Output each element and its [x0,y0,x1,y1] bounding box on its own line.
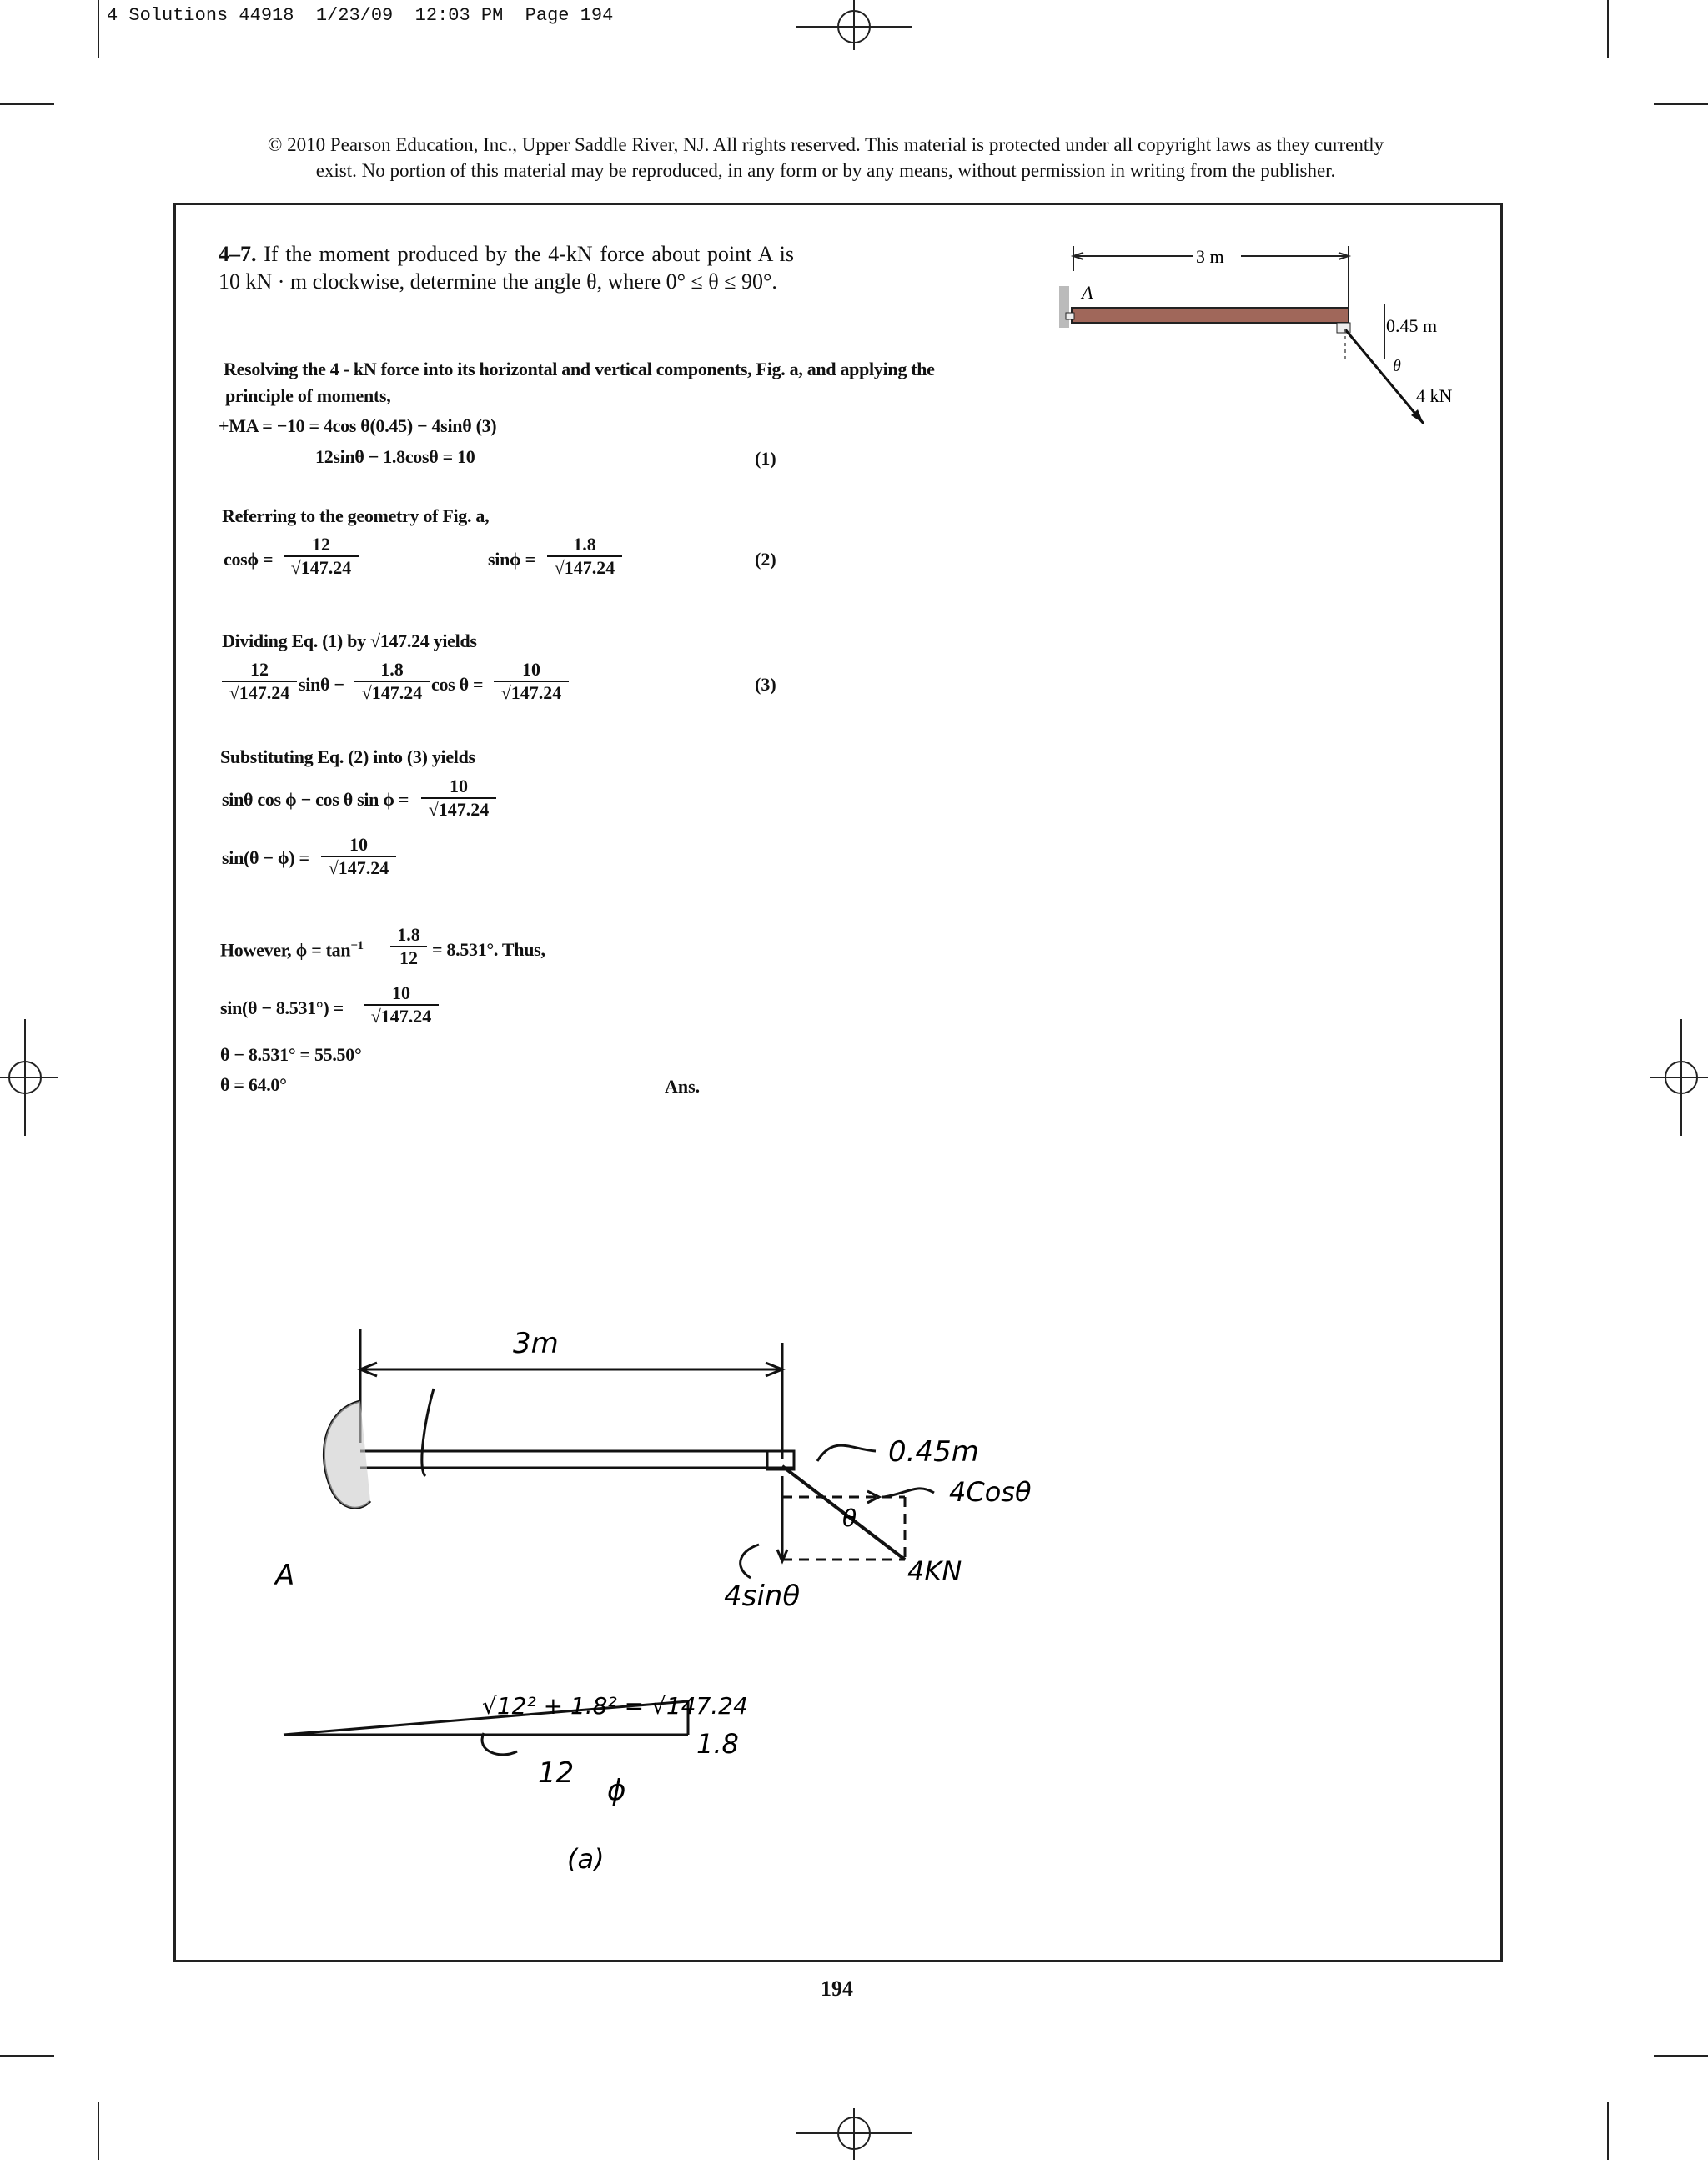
eq4-denominator: √147.24 [428,799,490,820]
however-text [220,939,364,961]
eq3-cos-term: cos θ = [431,674,484,695]
sketch-horizontal-component: 4Cosθ [949,1476,1032,1508]
solution-intro-2: principle of moments, [225,385,391,406]
sin-phi-denominator: √147.24 [554,557,615,578]
cos-phi-lhs: cosϕ = [224,549,274,570]
however-numerator: 1.8 [390,924,427,947]
however-superscript: −1 [350,939,364,952]
eq6-numerator: 10 [364,982,439,1006]
however-denominator: 12 [399,947,418,968]
sketch-point-label: A [275,1559,295,1592]
eq5-fraction [321,834,396,879]
eq3-fraction-b [354,659,430,704]
problem-text: If the moment produced by the 4-kN force about point A is 10 kN · m clockwise, determine the angle θ, where 0° ≤ θ ≤ 90°. [219,242,794,294]
eq3-numerator-a: 12 [222,659,297,682]
sketch-side-b-label: 1.8 [696,1728,739,1760]
solution-intro-1: Resolving the 4 - kN force into its horizontal and vertical components, Fig. a, and applying the [224,359,935,379]
copyright-line-1: © 2010 Pearson Education, Inc., Upper Saddle River, NJ. All rights reserved. This material is protected under all copyright laws as they currently [267,134,1384,155]
eq5-denominator: √147.24 [328,857,389,878]
problem-number: 4–7. [219,242,257,266]
substitution-intro: Substituting Eq. (2) into (3) yields [220,746,475,767]
problem-figure [1051,238,1468,429]
eq3-denominator-c: √147.24 [500,682,562,703]
eq3-numerator-b: 1.8 [354,659,430,682]
however-fraction [390,924,427,969]
eq6-denominator: √147.24 [370,1006,432,1027]
eq3-denominator-a: √147.24 [229,682,290,703]
equation-1: 12sinθ − 1.8cosθ = 10 [315,446,475,467]
eq4-fraction [421,776,496,821]
eq4-numerator: 10 [421,776,496,799]
sketch-figure-label: (a) [567,1843,605,1875]
sketch-vertical-component: 4sinθ [724,1580,801,1613]
eq5-lhs: sin(θ − ϕ) = [222,847,309,868]
however-phi: However, ϕ = tan [220,939,351,961]
moment-equation: +MA = −10 = 4cos θ(0.45) − 4sinθ (3) [219,415,497,436]
cos-phi-numerator: 12 [284,534,359,557]
eq3-sin-term: sinθ − [299,674,344,695]
eq6-lhs: sin(θ − 8.531°) = [220,997,344,1018]
sketch-angle-label: θ [842,1504,857,1532]
eq3-numerator-c: 10 [494,659,569,682]
sin-phi-lhs: sinϕ = [488,549,535,570]
sketch-figure-a [267,1318,1084,1893]
figure-dim-length: 3 m [1196,246,1224,267]
equation-8: θ = 64.0° [220,1074,287,1095]
cos-phi-denominator: √147.24 [290,557,352,578]
eq5-numerator: 10 [321,834,396,857]
equation-7: θ − 8.531° = 55.50° [220,1044,362,1065]
divide-intro: Dividing Eq. (1) by √147.24 yields [222,630,477,651]
sketch-length-label: 3m [513,1327,559,1360]
however-result: = 8.531°. Thus, [432,939,545,960]
printer-slug: 4 Solutions 44918 1/23/09 12:03 PM Page 194 [107,5,614,26]
answer-marker: Ans. [665,1076,701,1097]
figure-dim-height: 0.45 m [1386,315,1438,336]
sketch-height-label: 0.45m [888,1435,979,1469]
sketch-side-a-label: 12 [538,1756,575,1790]
eq4-lhs: sinθ cos ϕ − cos θ sin ϕ = [222,789,409,810]
copyright-notice [175,132,1476,183]
eq6-fraction [364,982,439,1027]
cos-phi-fraction [284,534,359,579]
eq3-fraction-c [494,659,569,704]
equation-3-number: (3) [755,674,776,695]
page-number: 194 [821,1977,853,2001]
figure-force-label: 4 kN [1416,385,1453,406]
copyright-line-2: exist. No portion of this material may be reproduced, in any form or by any means, without permission in writing from the publisher. [315,160,1336,181]
problem-statement [219,240,794,295]
sin-phi-numerator: 1.8 [547,534,622,557]
geometry-intro: Referring to the geometry of Fig. a, [222,505,490,526]
eq3-denominator-b: √147.24 [361,682,423,703]
sin-phi-fraction [547,534,622,579]
equation-2-number: (2) [755,549,776,570]
sketch-hypotenuse-label: √12² + 1.8² = √147.24 [482,1692,748,1720]
equation-1-number: (1) [755,448,776,469]
eq3-fraction-a [222,659,297,704]
figure-point-label: A [1082,282,1093,303]
figure-angle-label: θ [1393,357,1401,375]
sketch-phi-label: ϕ [607,1774,626,1807]
sketch-force-label: 4KN [907,1555,962,1587]
